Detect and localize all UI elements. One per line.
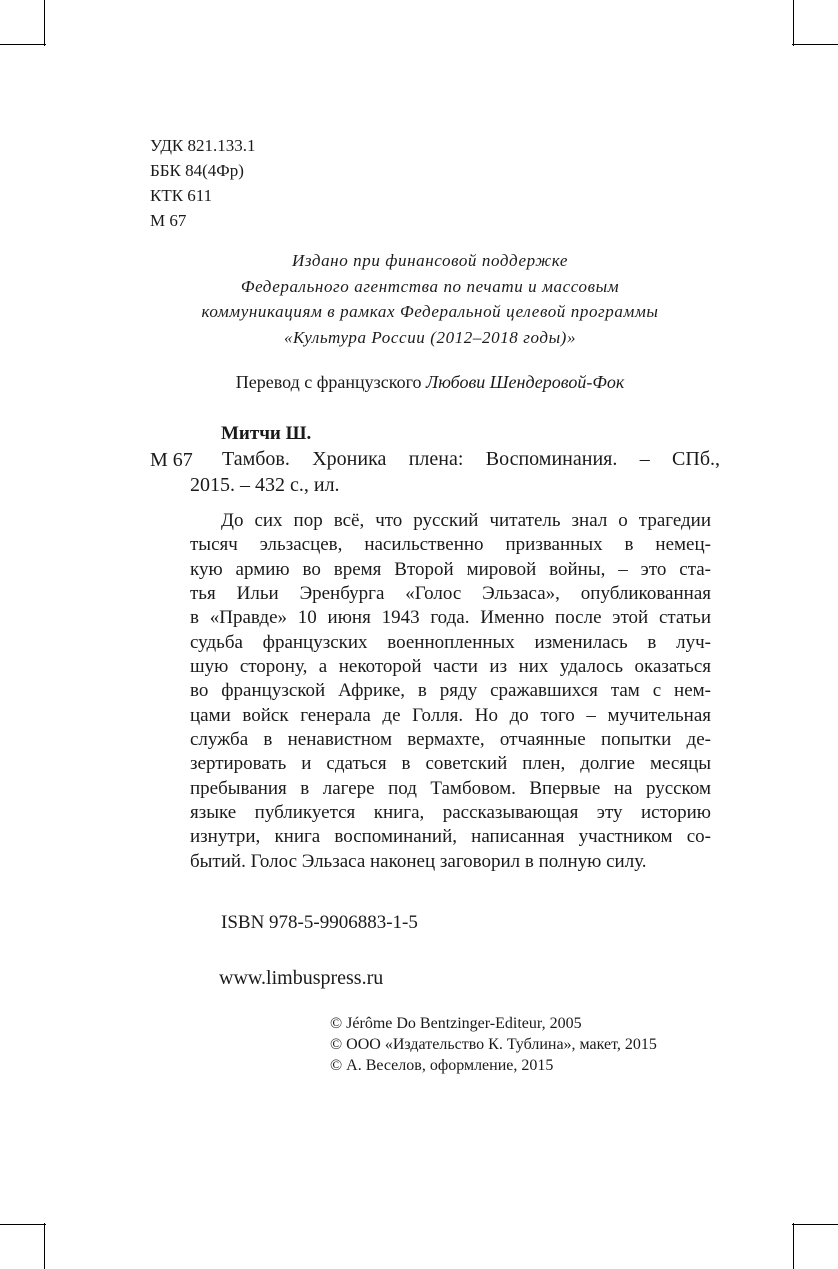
- annotation-paragraph: [190, 509, 711, 874]
- author-mark: М 67: [150, 211, 187, 230]
- annotation-line: кую армию во время Второй мировой войны, – это ста-: [190, 558, 711, 580]
- copyright-line: © Jérôme Do Bentzinger-Editeur, 2005: [330, 1015, 582, 1032]
- bibliographic-line-1: Тамбов. Хроника плена: Воспоминания. – СПб.,: [222, 448, 720, 470]
- support-line: коммуникациям в рамках Федеральной целевой программы: [201, 302, 659, 321]
- ktk-code: КТК 611: [150, 186, 213, 205]
- crop-mark-bottom-right-vertical: [793, 1223, 794, 1269]
- crop-mark-bottom-left-vertical: [44, 1223, 45, 1269]
- translation-prefix: Перевод с французского: [235, 372, 426, 392]
- classification-codes: [150, 133, 256, 233]
- bibliographic-line-2: 2015. – 432 с., ил.: [190, 474, 340, 496]
- funding-support-note: [130, 248, 730, 350]
- annotation-line: До сих пор всё, что русский читатель знал о трагедии: [221, 510, 711, 531]
- copyright-notices: [330, 1013, 657, 1076]
- crop-mark-top-left-horizontal: [0, 44, 46, 45]
- catalog-mark: М 67: [150, 449, 193, 471]
- support-line: Издано при финансовой поддержке: [292, 251, 568, 270]
- copyright-line: © ООО «Издательство К. Тублина», макет, 2015: [330, 1036, 657, 1053]
- bibliographic-description: [190, 446, 720, 498]
- annotation-line: тья Ильи Эренбурга «Голос Эльзаса», опубликованная: [190, 583, 711, 605]
- annotation-line: цами войск генерала де Голля. Но до того – мучительная: [190, 704, 711, 726]
- annotation-line: пребывания в лагере под Тамбовом. Впервые на русском: [190, 777, 711, 799]
- annotation-line: судьба французских военнопленных изменилась в луч-: [190, 631, 711, 653]
- annotation-line: зертировать и сдаться в советский плен, долгие месяцы: [190, 753, 711, 775]
- bbk-code: ББК 84(4Фр): [150, 161, 244, 180]
- crop-mark-top-right-vertical: [793, 0, 794, 46]
- copyright-line: © А. Веселов, оформление, 2015: [330, 1057, 554, 1074]
- crop-mark-top-right-horizontal: [792, 44, 838, 45]
- translation-credit: [130, 369, 730, 395]
- crop-mark-top-left-vertical: [44, 0, 45, 46]
- publisher-website: www.limbuspress.ru: [219, 967, 384, 989]
- annotation-line: служба в ненавистном вермахте, отчаянные попытки де-: [190, 729, 711, 751]
- annotation-line: в «Правде» 10 июня 1943 года. Именно после этой статьи: [190, 607, 711, 629]
- annotation-line: во французской Африке, в ряду сражавшихся там с нем-: [190, 680, 711, 702]
- isbn: ISBN 978-5-9906883-1-5: [221, 912, 418, 933]
- crop-mark-bottom-left-horizontal: [0, 1224, 46, 1225]
- annotation-line: шую сторону, а некоторой части из них удалось оказаться: [190, 656, 711, 678]
- udc-code: УДК 821.133.1: [150, 136, 256, 155]
- annotation-line: бытий. Голос Эльзаса наконец заговорил в полную силу.: [190, 850, 647, 872]
- annotation-line: изнутри, книга воспоминаний, написанная участником со-: [190, 826, 711, 848]
- annotation-line: языке публикуется книга, рассказывающая эту историю: [190, 802, 711, 824]
- support-line: Федерального агентства по печати и массовым: [240, 276, 620, 296]
- translator-name: Любови Шендеровой-Фок: [426, 372, 625, 392]
- crop-mark-bottom-right-horizontal: [792, 1224, 838, 1225]
- support-line: «Культура России (2012–2018 годы)»: [283, 327, 577, 347]
- annotation-line: тысяч эльзасцев, насильственно призванных в немец-: [190, 534, 711, 556]
- book-author: Митчи Ш.: [221, 423, 312, 444]
